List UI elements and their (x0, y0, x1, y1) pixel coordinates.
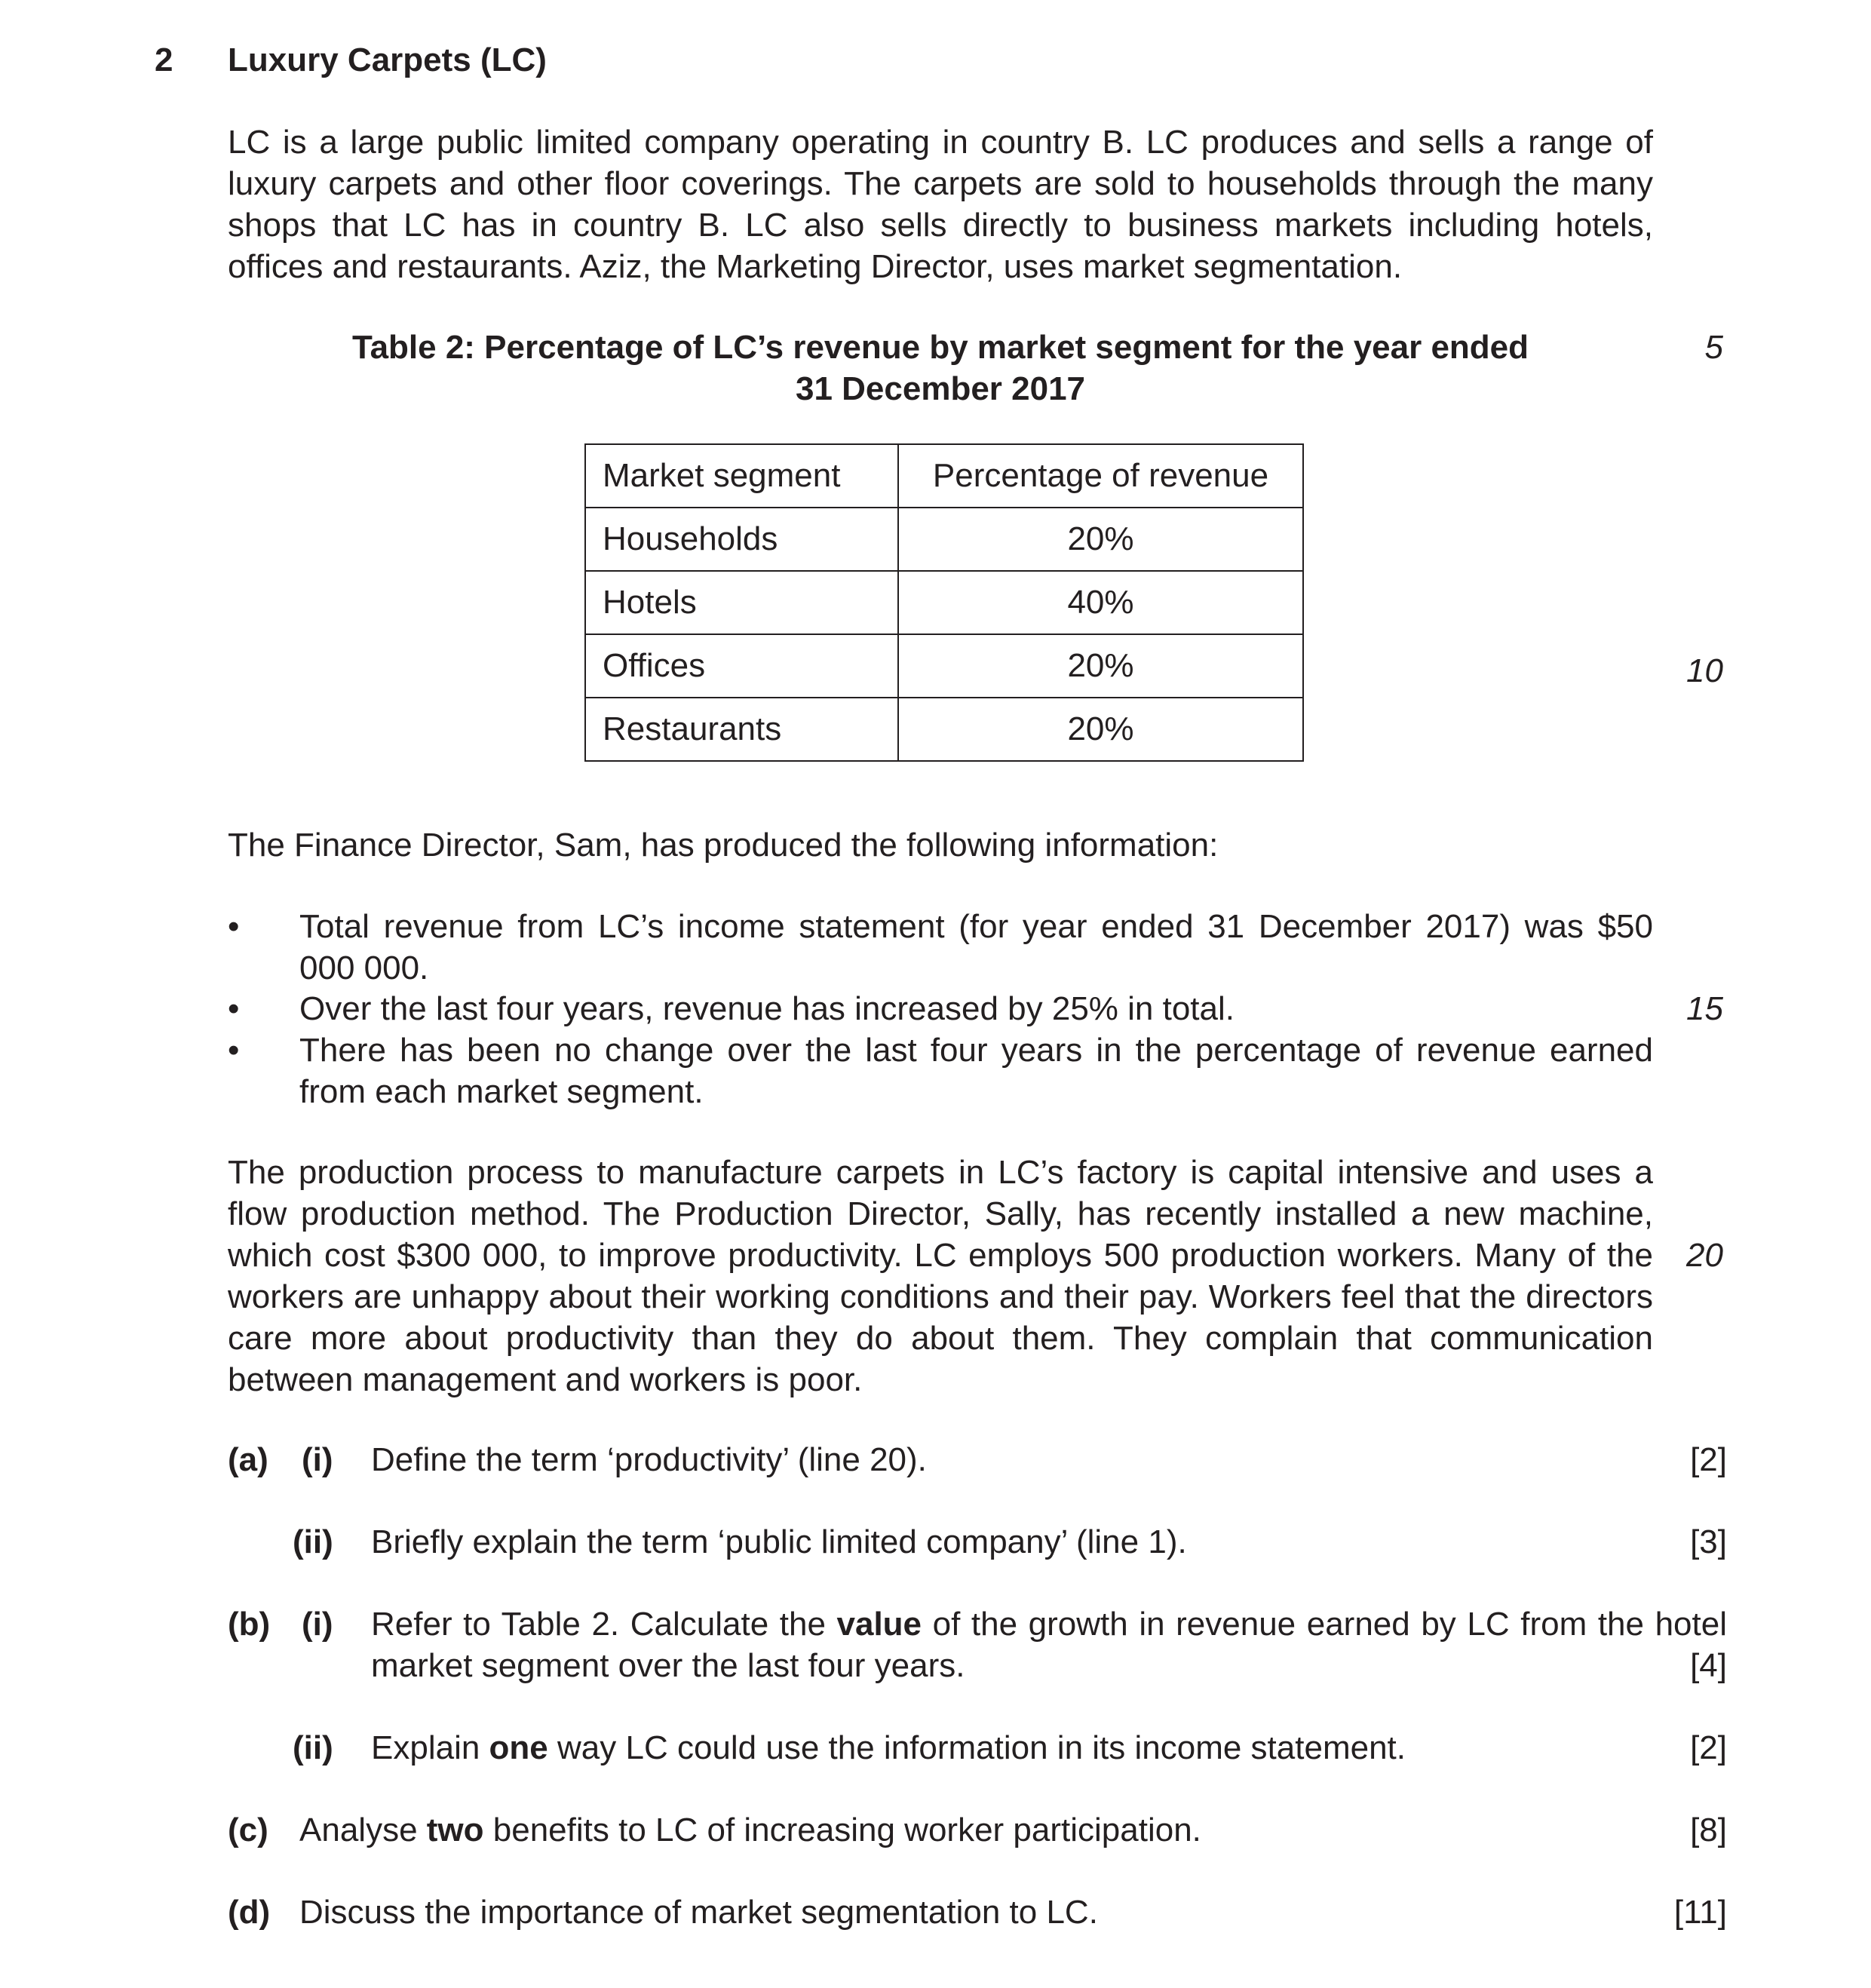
table-row (585, 698, 1303, 761)
bullet-icon: • (228, 908, 240, 945)
marks-c: [8] (1690, 1812, 1727, 1848)
table-cell: 20% (898, 634, 1303, 698)
table-cell: Offices (585, 634, 898, 698)
intro-paragraph: LC is a large public limited company operating in country B. LC produces and sells a range of luxury carpets and other floor coverings. The carpets are sold to households through the many shops that LC has in country B. LC also sells directly to business markets including hotels, offices and restaurants. Aziz, the Marketing Director, uses market segmentation. (228, 124, 1653, 285)
bullet-icon: • (228, 1032, 240, 1069)
question-c-text (299, 1809, 1201, 1851)
table-title-line-1: Table 2: Percentage of LC’s revenue by market segment for the year ended (351, 329, 1529, 366)
table-title-line-2: 31 December 2017 (795, 370, 1086, 407)
question-label-a-ii: (ii) (293, 1523, 333, 1560)
marks-a-ii: [3] (1690, 1523, 1727, 1560)
question-b-ii-text-start: Explain (371, 1729, 489, 1766)
question-label-b-i: (i) (302, 1606, 333, 1643)
question-number: 2 (155, 41, 173, 78)
emphasis-two: two (426, 1812, 484, 1848)
question-b-i-text (371, 1603, 1727, 1686)
line-number: 10 (1686, 652, 1723, 689)
table-header-cell: Market segment (585, 444, 898, 508)
table-row (585, 508, 1303, 571)
table-cell: Restaurants (585, 698, 898, 761)
table-row (585, 571, 1303, 634)
emphasis-one: one (489, 1729, 548, 1766)
question-b-i-text-start: Refer to Table 2. Calculate the (371, 1606, 837, 1643)
revenue-segment-table (584, 443, 1304, 762)
bullet-icon: • (228, 990, 240, 1027)
table-header-row (585, 444, 1303, 508)
line-number: 5 (1704, 329, 1723, 366)
table-cell: 40% (898, 571, 1303, 634)
production-paragraph: The production process to manufacture carpets in LC’s factory is capital intensive and uses a flow production method. The Production Director, Sally, has recently installed a new machine, which cost $300 000, to improve productivity. LC employs 500 production workers. Many of the workers are unhappy about their working conditions and their pay. Workers feel that the directors care more about productivity than they do about them. They complain that communication between management and workers is poor. (228, 1154, 1653, 1398)
question-label-a-i: (i) (302, 1441, 333, 1478)
bullet-item: Total revenue from LC’s income statement (for year ended 31 December 2017) was $50 000 000. (299, 908, 1653, 986)
finance-intro: The Finance Director, Sam, has produced the following information: (228, 827, 1219, 864)
marks-a-i: [2] (1690, 1441, 1727, 1478)
question-label-c: (c) (228, 1812, 268, 1848)
question-b-ii-text (371, 1727, 1406, 1769)
line-number: 20 (1686, 1237, 1723, 1274)
question-c-text-end: benefits to LC of increasing worker participation. (483, 1812, 1201, 1848)
bullet-item: There has been no change over the last four years in the percentage of revenue earned from each market segment. (299, 1032, 1653, 1110)
table-row (585, 634, 1303, 698)
question-c-text-start: Analyse (299, 1812, 427, 1848)
question-a-ii-text: Briefly explain the term ‘public limited company’ (line 1). (371, 1523, 1187, 1560)
marks-b-i: [4] (1644, 1645, 1727, 1686)
question-label-b-ii: (ii) (293, 1729, 333, 1766)
question-b-i-text-end: of the growth in revenue earned by LC from the hotel market segment over the last four years. (371, 1606, 1727, 1684)
question-label-b: (b) (228, 1606, 271, 1643)
question-d-text: Discuss the importance of market segmentation to LC. (299, 1894, 1098, 1931)
table-header-cell: Percentage of revenue (898, 444, 1303, 508)
question-title: Luxury Carpets (LC) (228, 41, 547, 78)
emphasis-value: value (836, 1606, 922, 1643)
table-cell: Households (585, 508, 898, 571)
table-cell: 20% (898, 508, 1303, 571)
marks-b-ii: [2] (1690, 1729, 1727, 1766)
marks-d: [11] (1673, 1894, 1727, 1931)
question-a-i-text: Define the term ‘productivity’ (line 20). (371, 1441, 927, 1478)
table-title (228, 327, 1653, 410)
question-b-ii-text-end: way LC could use the information in its income statement. (547, 1729, 1406, 1766)
question-label-a: (a) (228, 1441, 268, 1478)
table-cell: 20% (898, 698, 1303, 761)
bullet-item: Over the last four years, revenue has increased by 25% in total. (299, 990, 1235, 1027)
question-label-d: (d) (228, 1894, 271, 1931)
table-cell: Hotels (585, 571, 898, 634)
line-number: 15 (1686, 990, 1723, 1027)
